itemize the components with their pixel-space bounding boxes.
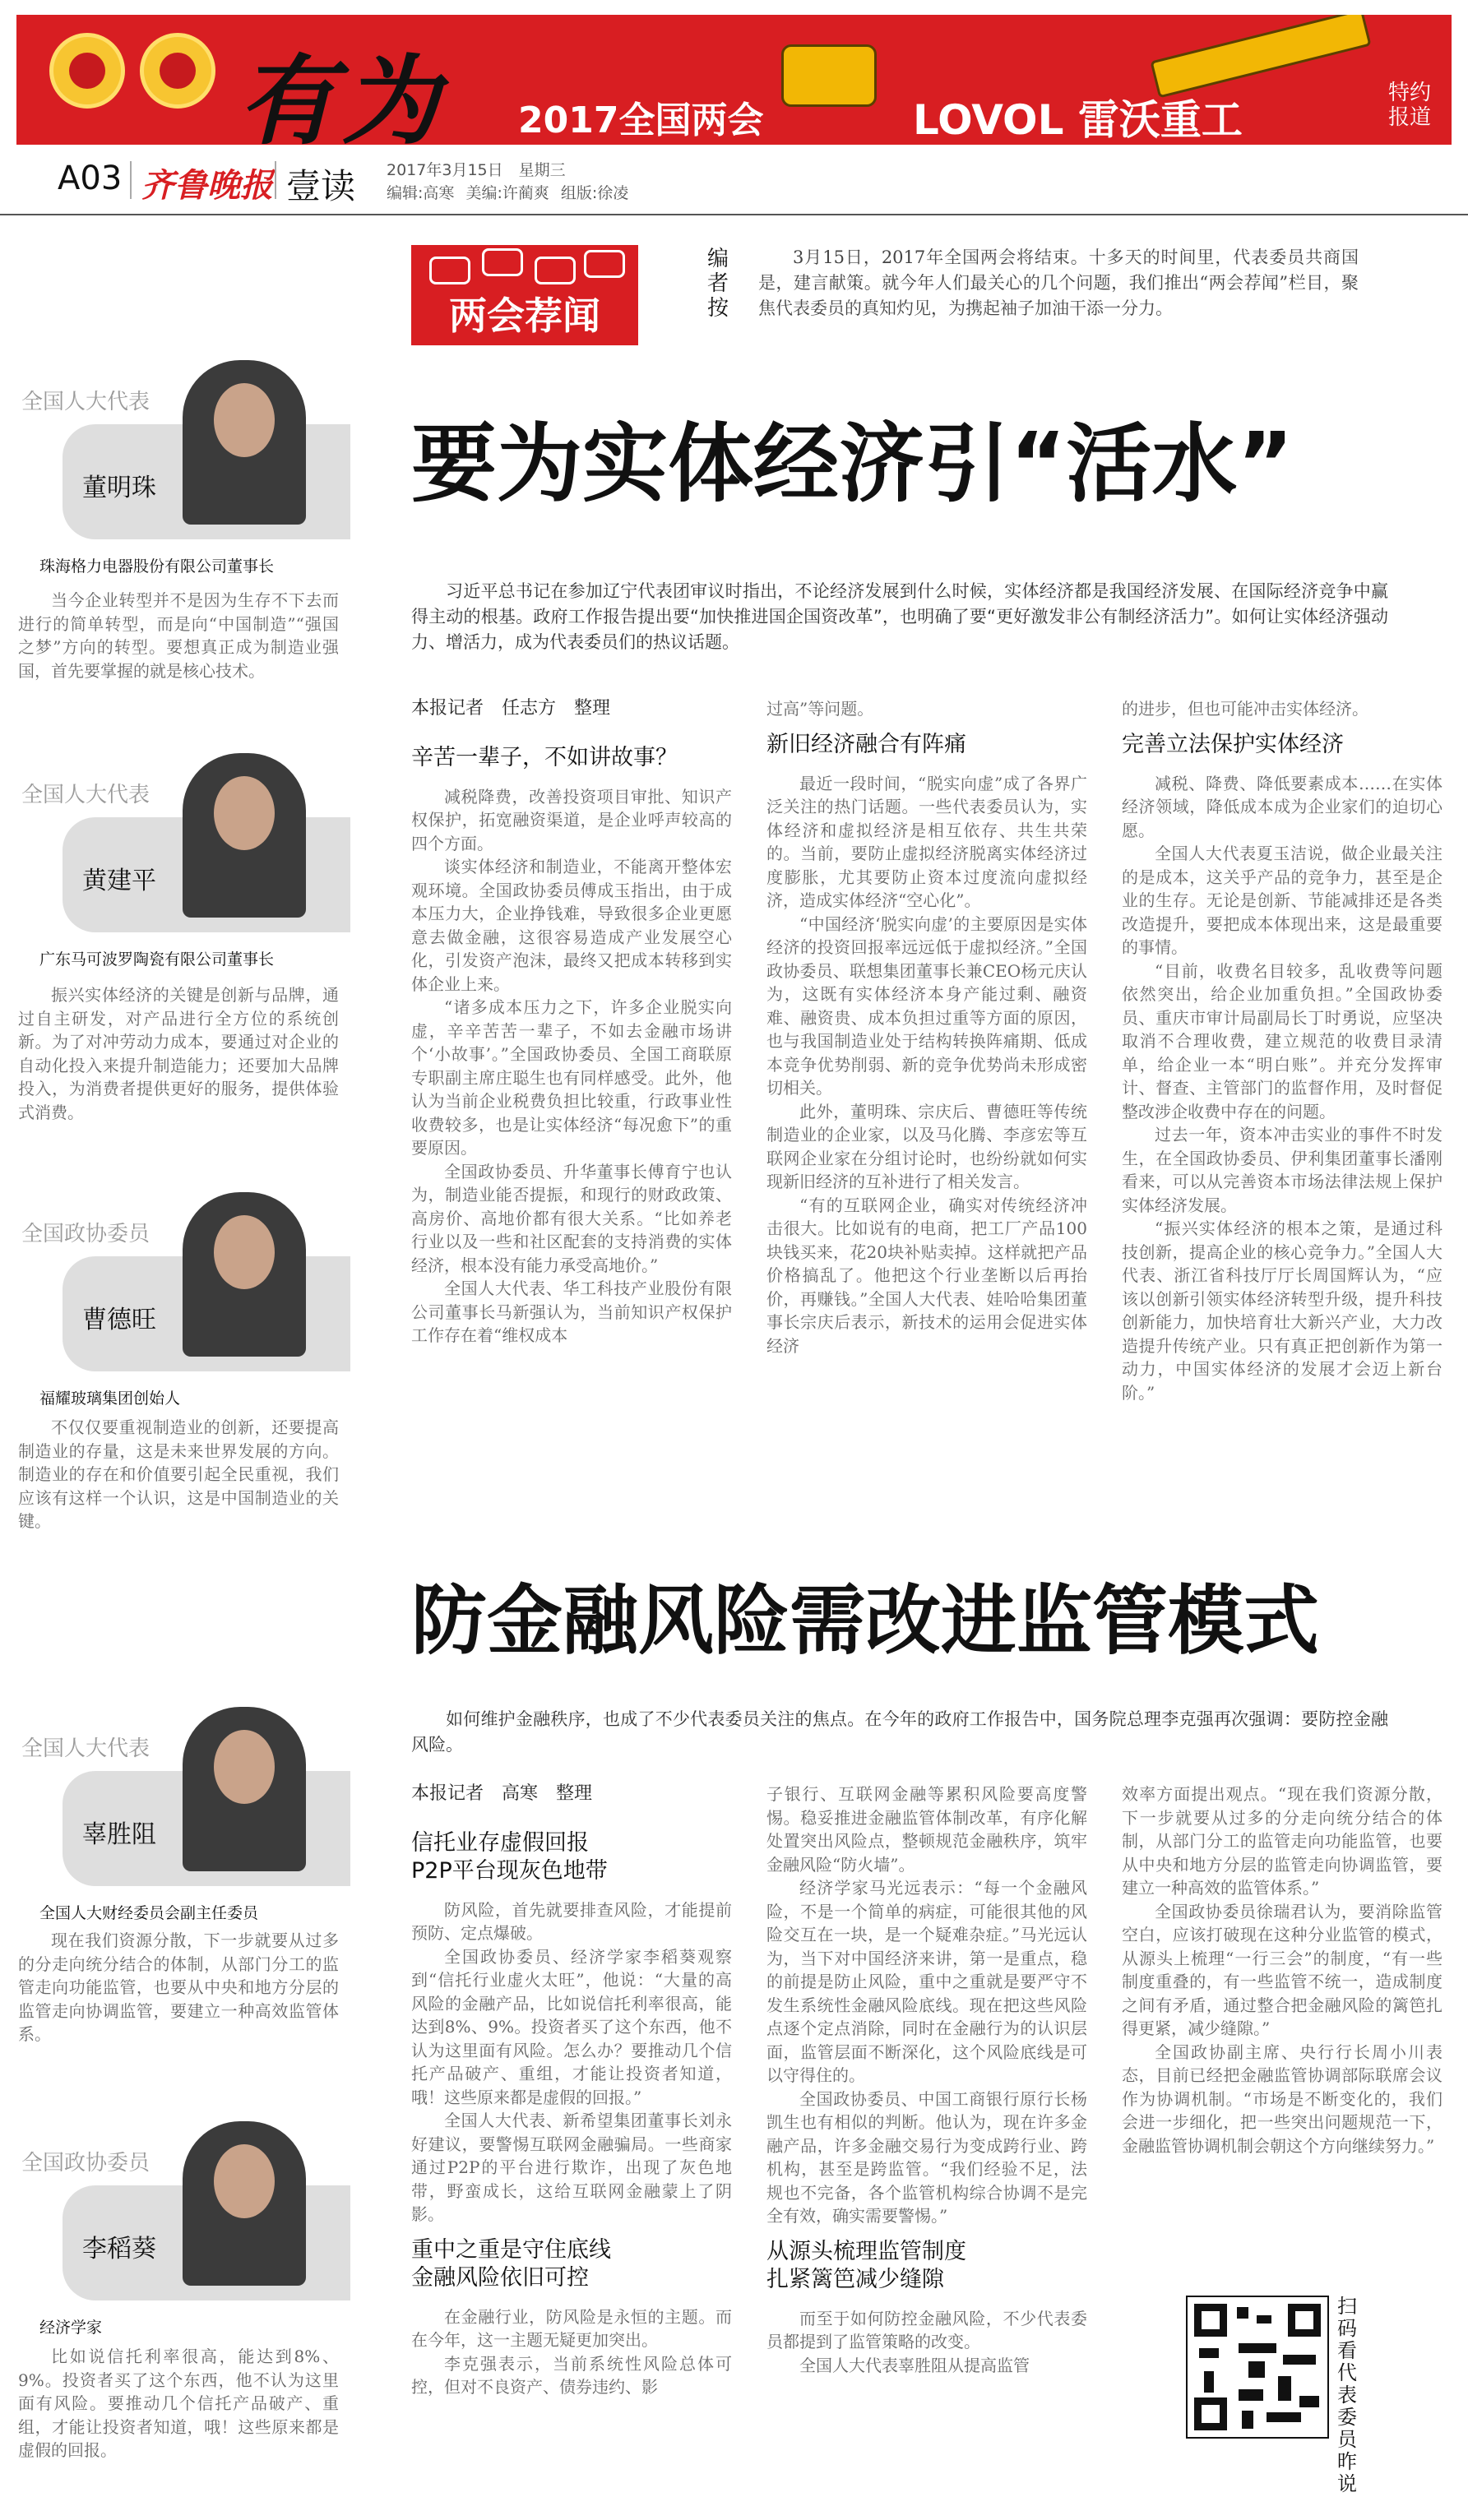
subheading: [411, 2236, 732, 2292]
article1-column-3: [1122, 697, 1443, 1404]
subheading-line: 重中之重是守住底线: [411, 2236, 611, 2263]
banner-brand: LOVOL 雷沃重工: [913, 96, 1243, 144]
profile-quote: 比如说信托利率很高，能达到8%、9%。投资者买了这个东西，他不认为这里面有风险。要推动几个信托产品破产、重组，才能让投资者知道，哦！这些原来都是虚假的回报。: [18, 2347, 339, 2460]
paragraph: 此外，董明珠、宗庆后、曹德旺等传统制造业的企业家，以及马化腾、李彦宏等互联网企业家在分组讨论时，也纷纷就如何实现新旧经济的互补进行了相关发言。: [766, 1101, 1087, 1191]
qr-finder-pattern: [1288, 2304, 1321, 2337]
article1-lead: 习近平总书记在参加辽宁代表团审议时指出，不论经济发展到什么时候，实体经济都是我国经济发展、在国际经济竞争中赢得主动的根基。政府工作报告提出要“加快推进国企国资改革”，也明确了要“更好激发非公有制经济活力”。如何让实体经济强动力、增活力，成为代表委员们的热议话题。: [411, 581, 1388, 652]
qr-module: [1278, 2376, 1291, 2401]
column-logo: [411, 245, 638, 345]
divider: [275, 161, 276, 199]
paragraph: “振兴实体经济的根本之策，是通过科技创新，提高企业的核心竞争力。”全国人大代表、浙江省科技厅厅长周国辉认为，“应该以创新引领实体经济转型升级，提升科技创新能力，加快培育壮大新兴产业，大力改造提升传统产业。只有真正把创新作为第一动力，中国实体经济的发展才会迈上新台阶。”: [1122, 1218, 1443, 1403]
profile-org: 广东马可波罗陶瓷有限公司董事长: [39, 950, 275, 969]
speech-bubble-icon: [429, 257, 470, 284]
article2-column-1: [411, 1782, 732, 2399]
editors-line: [387, 181, 628, 203]
subheading: 新旧经济融合有阵痛: [766, 731, 966, 757]
paragraph: 全国政协委员徐瑞君认为，要消除监管空白，应该打破现在这种分业监管的模式，从源头上梳理“一行三会”的制度，“有一些制度重叠的，有一些监管不统一，造成制度之间有矛盾，通过整合把金融风险的篱笆扎得更紧，减少缝隙。”: [1122, 1901, 1443, 2038]
speech-bubble-icon: [535, 257, 576, 284]
paragraph: 防风险，首先就要排查风险，才能提前预防、定点爆破。: [411, 1899, 732, 1943]
portrait-photo: [183, 1707, 306, 1871]
paragraph: 减税降费，改善投资项目审批、知识产权保护，拓宽融资渠道，是企业呼声较高的四个方面。: [411, 786, 732, 853]
profile-org: 福耀玻璃集团创始人: [39, 1389, 181, 1408]
qr-module: [1267, 2412, 1301, 2422]
qr-module: [1257, 2315, 1271, 2323]
portrait-photo: [183, 1192, 306, 1357]
masthead-banner: [16, 15, 1452, 145]
column-logo-text: 两会荐闻: [449, 294, 600, 338]
paragraph: 的进步，但也可能冲击实体经济。: [1122, 699, 1368, 719]
profile-name: 李稻葵: [82, 2235, 156, 2263]
subheading-line: 扎紧篱笆减少缝隙: [766, 2266, 944, 2292]
article2-column-3: [1122, 1782, 1443, 2157]
paragraph: 全国政协委员、升华董事长傅育宁也认为，制造业能否提振，和现行的财政政策、高房价、高地价都有很大关系。“比如养老行业以及一些和社区配套的支持消费的实体经济，根本没有能力承受高地价。”: [411, 1161, 732, 1275]
wheel-loader-icon: [781, 44, 877, 107]
portrait-photo: [183, 360, 306, 525]
profile-role: 全国政协委员: [21, 2151, 151, 2176]
paragraph: “有的互联网企业，确实对传统经济冲击很大。比如说有的电商，把工厂产品100块钱买来，花20块补贴卖掉。这样就把产品价格搞乱了。他把这个行业垄断以后再抬价，再赚钱。”全国人大代表、娃哈哈集团董事长宗庆后表示，新技术的运用会促进实体经济: [766, 1195, 1087, 1356]
banner-special-line: 报道: [1388, 105, 1432, 130]
profile-org: 经济学家: [39, 2319, 103, 2337]
article1-column-1: [411, 697, 732, 1348]
editor-credit: 编辑:高寒: [387, 184, 455, 202]
paragraph: 全国政协副主席、央行行长周小川表态，目前已经把金融监管协调部际联席会议作为协调机制。“市场是不断变化的，我们会进一步细化，把一些突出问题规范一下，金融监管协调机制会朝这个方向继续努力。”: [1122, 2041, 1443, 2156]
paragraph: 过高”等问题。: [766, 699, 874, 719]
paragraph: 减税、降费、降低要素成本……在实体经济领域，降低成本成为企业家们的迫切心愿。: [1122, 773, 1443, 840]
qr-module: [1239, 2343, 1276, 2353]
paper-name: 齐鲁晚报: [141, 166, 273, 205]
subheading-line: 信托业存虚假回报: [411, 1829, 589, 1856]
profile-role: 全国人大代表: [21, 390, 151, 414]
issue-date: 2017年3月15日 星期三: [387, 161, 566, 179]
profile-quote: 不仅仅要重视制造业的创新，还要提高制造业的存量，这是未来世界发展的方向。制造业的存在和价值要引起全民重视，我们应该有这样一个认识，这是中国制造业的关键。: [18, 1417, 339, 1531]
profile-name: 黄建平: [82, 867, 156, 895]
excavator-icon: [1150, 15, 1371, 98]
byline: 本报记者 任志方 整理: [411, 698, 611, 719]
national-emblem-icon: [49, 33, 125, 109]
subheading-line: 从源头梳理监管制度: [766, 2238, 966, 2264]
cppcc-emblem-icon: [140, 33, 215, 109]
byline: 本报记者 高寒 整理: [411, 1783, 593, 1804]
profile-role: 全国人大代表: [21, 1736, 151, 1761]
profile-quote: 当今企业转型并不是因为生存不下去而进行的简单转型，而是向“中国制造”“强国之梦”方向的转型。要想真正成为制造业强国，首先要掌握的就是核心技术。: [18, 590, 339, 681]
qr-module: [1199, 2348, 1219, 2358]
qr-module: [1239, 2389, 1263, 2401]
profile-name: 董明珠: [82, 474, 156, 502]
paragraph: 全国人大代表夏玉洁说，做企业最关注的是成本，这关乎产品的竞争力，甚至是企业的生存。无论是创新、节能减排还是各类改造提升，要把成本体现出来，这是最重要的事情。: [1122, 844, 1443, 957]
qr-module: [1248, 2361, 1265, 2378]
paragraph: “诸多成本压力之下，许多企业脱实向虚，辛辛苦苦一辈子，不如去金融市场讲个‘小故事’。”全国政协委员、全国工商联原专职副主席庄聪生也有同样感受。此外，他认为当前企业税费负担比较重，行政事业性收费较多，也是让实体经济“每况愈下”的重要原因。: [411, 997, 732, 1158]
portrait-photo: [183, 753, 306, 918]
paragraph: 而至于如何防控金融风险，不少代表委员都提到了监管策略的改变。: [766, 2308, 1087, 2351]
subheading-line: P2P平台现灰色地带: [411, 1857, 608, 1884]
banner-event: 2017全国两会: [518, 99, 764, 141]
subheading: [766, 2238, 1087, 2294]
profile-role: 全国政协委员: [21, 1222, 151, 1246]
paragraph: 谈实体经济和制造业，不能离开整体宏观环境。全国政协委员傅成玉指出，由于成本压力大，企业挣钱难，导致很多企业更愿意去做金融，这很容易造成产业发展空心化，引发资产泡沫，最终又把成本转移到实体企业上来。: [411, 857, 732, 994]
profile-org: 全国人大财经委员会副主任委员: [39, 1904, 259, 1922]
paragraph: 李克强表示，当前系统性风险总体可控，但对不良资产、债券违约、影: [411, 2353, 732, 2397]
article2-lead: 如何维护金融秩序，也成了不少代表委员关注的焦点。在今年的政府工作报告中，国务院总理李克强再次强调：要防控金融风险。: [411, 1709, 1388, 1755]
subheading: [411, 1829, 732, 1885]
editor-credit: 美编:许蔺爽: [465, 184, 549, 202]
section-name: 壹读: [286, 166, 356, 206]
banner-logo: 有为: [238, 44, 447, 145]
editor-credit: 组版:徐凌: [560, 184, 629, 202]
article1-headline: 要为实体经济引“活水”: [411, 414, 1294, 514]
paragraph: 在金融行业，防风险是永恒的主题。而在今年，这一主题无疑更加突出。: [411, 2306, 732, 2350]
qr-finder-pattern: [1194, 2397, 1227, 2430]
speech-bubble-icon: [584, 250, 625, 278]
speech-bubble-icon: [482, 248, 523, 276]
paragraph: 子银行、互联网金融等累积风险要高度警惕。稳妥推进金融监管体制改革，有序化解处置突出风险点，整顿规范金融秩序，筑牢金融风险“防火墙”。: [766, 1784, 1087, 1875]
profile-quote: 现在我们资源分散，下一步就要从过多的分走向统分结合的体制，从部门分工的监管走向功能监管，也要从中央和地方分层的监管走向协调监管，要建立一种高效监管体系。: [18, 1930, 339, 2044]
profile-name: 辜胜阻: [82, 1820, 156, 1849]
paragraph: 全国人大代表、新希望集团董事长刘永好建议，要警惕互联网金融骗局。一些商家通过P2P的平台进行欺诈，出现了灰色地带，野蛮成长，这给互联网金融蒙上了阴影。: [411, 2111, 732, 2224]
subheading: 辛苦一辈子，不如讲故事？: [411, 744, 678, 770]
paragraph: “中国经济‘脱实向虚’的主要原因是实体经济的投资回报率远远低于虚拟经济。”全国政协委员、联想集团董事长兼CEO杨元庆认为，这既有实体经济本身产能过剩、融资难、融资贵、成本负担过重等方面的原因，也与我国制造业处于结构转换阵痛期、低成本竞争优势削弱、新的竞争优势尚未形成密切相关。: [766, 913, 1087, 1098]
qr-caption: 扫码看代表委员昨说: [1337, 2295, 1357, 2495]
paragraph: 全国人大代表辜胜阻从提高监管: [799, 2355, 1030, 2375]
profile-org: 珠海格力电器股份有限公司董事长: [39, 557, 275, 576]
paragraph: 过去一年，资本冲击实业的事件不时发生，在全国政协委员、伊利集团董事长潘刚看来，可以从完善资本市场法律法规上保护实体经济发展。: [1122, 1125, 1443, 1215]
divider: [130, 161, 132, 199]
portrait-photo: [183, 2121, 306, 2286]
profile-role: 全国人大代表: [21, 783, 151, 807]
editor-note: 3月15日，2017年全国两会将结束。十多天的时间里，代表委员共商国是，建言献策。就今年人们最关心的几个问题，我们推出“两会荐闻”栏目，聚焦代表委员的真知灼见，为携起袖子加油干添一分力。: [758, 247, 1359, 318]
qr-code-icon[interactable]: [1186, 2296, 1329, 2439]
qr-finder-pattern: [1194, 2304, 1227, 2337]
qr-module: [1204, 2371, 1214, 2393]
banner-special: [1388, 81, 1431, 130]
paragraph: 效率方面提出观点。“现在我们资源分散，下一步就要从过多的分走向统分结合的体制，从部门分工的监管走向功能监管，也要从中央和地方分层的监管走向协调监管，要建立一种高效的监管体系。”: [1122, 1784, 1443, 1898]
paragraph: “目前，收费名目较多，乱收费等问题依然突出，给企业加重负担。”全国政协委员、重庆市审计局副局长丁时勇说，应坚决取消不合理收费，建立规范的收费目录清单，给企业一本“明白账”。并充分发挥审计、督查、主管部门的监督作用，及时督促整改涉企收费中存在的问题。: [1122, 960, 1443, 1121]
subheading-line: 金融风险依旧可控: [411, 2264, 589, 2291]
qr-module: [1283, 2355, 1316, 2365]
paragraph: 全国政协委员、中国工商银行原行长杨凯生也有相似的判断。他认为，现在许多金融产品，许多金融交易行为变成跨行业、跨机构，甚至是跨监管。“我们经验不足，法规也不完备，各个监管机构综合协调不是完全有效，确实需要警惕。”: [766, 2088, 1087, 2226]
paragraph: 全国人大代表、华工科技产业股份有限公司董事长马新强认为，当前知识产权保护工作存在着“维权成本: [411, 1278, 732, 1345]
article2-headline: 防金融风险需改进监管模式: [411, 1577, 1320, 1665]
qr-module: [1299, 2396, 1319, 2407]
banner-special-line: 特约: [1388, 81, 1432, 105]
profile-quote: 振兴实体经济的关键是创新与品牌，通过自主研发，对产品进行全方位的系统创新。为了对冲劳动力成本，要通过对企业的自动化投入来提升制造能力；还要加大品牌投入，为消费者提供更好的服务，提供体验式消费。: [18, 985, 339, 1122]
subheading: 完善立法保护实体经济: [1122, 731, 1344, 757]
article1-column-2: [766, 697, 1087, 1357]
paragraph: 经济学家马光远表示：“每一个金融风险，不是一个简单的病症，可能很其他的风险交互在一块，是一个疑难杂症。”马光远认为，当下对中国经济来讲，第一是重点，稳的前提是防止风险，重中之重就是要严守不发生系统性金融风险底线。现在把这些风险点逐个定点消除，同时在金融行为的认识层面，监管层面不断深化，这个风险底线是可以守得住的。: [766, 1878, 1087, 2085]
paragraph: 全国政协委员、经济学家李稻葵观察到“信托行业虚火太旺”，他说：“大量的高风险的金融产品，比如说信托利率很高，能达到8%、9%。投资者买了这个东西，他不认为这里面有风险。怎么办？要推动几个信托产品破产、重组，才能让投资者知道，哦！这些原来都是虚假的回报。”: [411, 1946, 732, 2107]
profile-name: 曹德旺: [82, 1306, 156, 1334]
editor-note-label: 编者按: [707, 247, 729, 321]
qr-module: [1237, 2307, 1248, 2319]
qr-module: [1242, 2411, 1253, 2429]
paragraph: 最近一段时间，“脱实向虚”成了各界广泛关注的热门话题。一些代表委员认为，实体经济和虚拟经济是相互依存、共生共荣的。当前，要防止虚拟经济脱离实体经济过度膨胀，尤其要防止资本过度流向虚拟经济，造成实体经济“空心化”。: [766, 773, 1087, 910]
page-number: A03: [58, 160, 123, 197]
article2-column-2: [766, 1782, 1087, 2377]
